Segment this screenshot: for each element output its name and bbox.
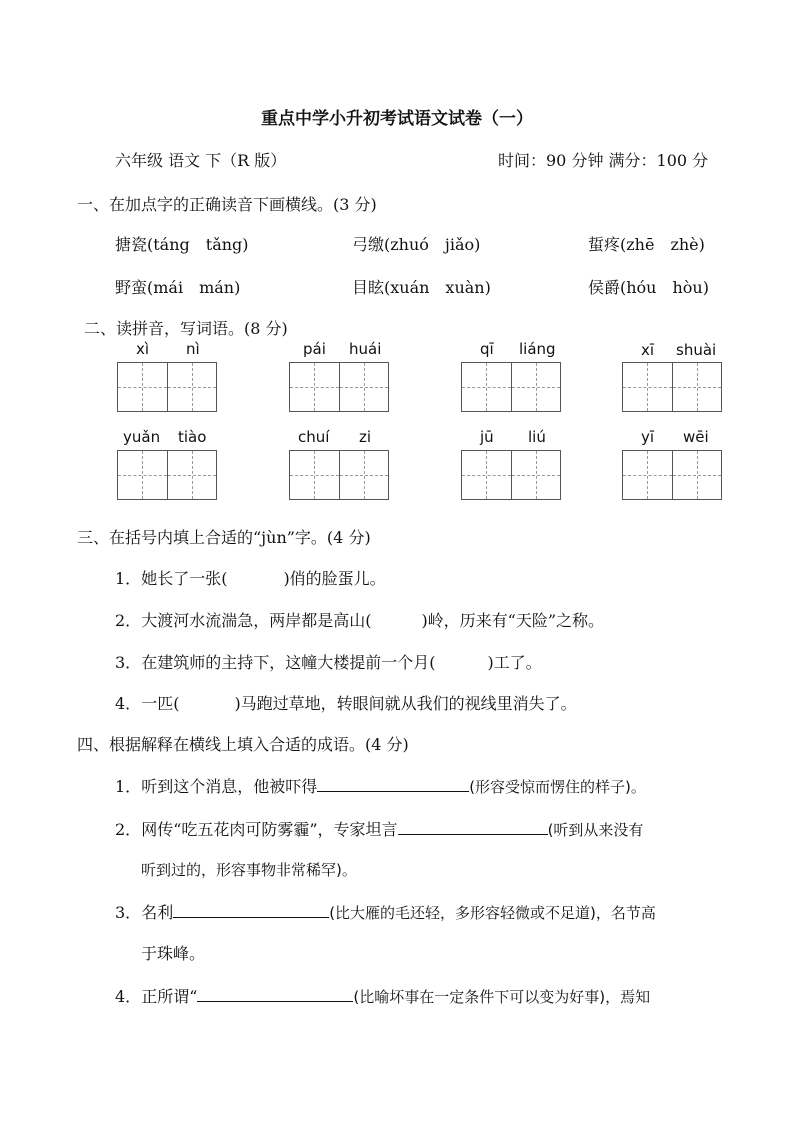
section-1-heading: 一、在加点字的正确读音下画横线。(3 分) [77,195,377,214]
pinyin: zi [359,428,372,446]
s3-question-4: 4．一匹( )马跑过草地，转眼间就从我们的视线里消失了。 [115,694,577,713]
s4-question-4: 4．正所谓“ (比喻坏事在一定条件下可以变为好事)，焉知 [115,987,651,1006]
writing-grid[interactable] [117,362,217,412]
answer-blank[interactable] [173,917,329,918]
answer-blank[interactable] [317,791,469,792]
pinyin: xī [641,341,655,359]
pinyin: yuǎn [123,428,161,446]
pinyin: liú [528,428,546,446]
section-4-heading: 四、根据解释在横线上填入合适的成语。(4 分) [77,735,409,754]
pinyin: liáng [519,340,556,358]
writing-grid[interactable] [622,450,722,500]
pinyin: chuí [298,428,330,446]
s1-item-5: 目眩(xuán xuàn) [352,278,491,297]
s1-item-4: 野蛮(mái mán) [115,278,241,297]
grade-subject: 六年级 语文 下（R 版） [115,151,287,170]
writing-grid[interactable] [117,450,217,500]
pinyin: tiào [178,428,207,446]
s4-question-2: 2．网传“吃五花肉可防雾霾”，专家坦言 (听到从来没有 [115,820,644,839]
section-3-heading: 三、在括号内填上合适的“jùn”字。(4 分) [77,528,371,547]
page-title: 重点中学小升初考试语文试卷（一） [261,109,533,129]
s1-item-6: 侯爵(hóu hòu) [588,278,709,297]
s1-item-2: 弓缴(zhuó jiǎo) [352,235,481,254]
writing-grid[interactable] [622,362,722,412]
answer-blank[interactable] [398,834,548,835]
pinyin: yī [641,428,655,446]
s4-question-1: 1．听到这个消息，他被吓得 (形容受惊而愣住的样子)。 [115,777,646,796]
pinyin: pái [303,340,326,358]
pinyin: huái [349,340,382,358]
s3-question-1: 1．她长了一张( )俏的脸蛋儿。 [115,569,386,588]
s3-question-3: 3．在建筑师的主持下，这幢大楼提前一个月( )工了。 [115,653,542,672]
answer-blank[interactable] [197,1001,353,1002]
s1-item-1: 搪瓷(táng tǎng) [115,235,249,254]
pinyin: wēi [683,428,709,446]
s3-question-2: 2．大渡河水流湍急，两岸都是高山( )岭，历来有“天险”之称。 [115,611,605,630]
pinyin: shuài [676,341,717,359]
s1-item-3: 蜇疼(zhē zhè) [588,235,705,254]
writing-grid[interactable] [289,450,389,500]
writing-grid[interactable] [461,362,561,412]
s4-question-2-cont: 听到过的，形容事物非常稀罕)。 [141,861,357,879]
writing-grid[interactable] [461,450,561,500]
writing-grid[interactable] [289,362,389,412]
time-score: 时间：90 分钟 满分：100 分 [498,151,709,170]
s4-question-3-cont: 于珠峰。 [141,944,206,963]
pinyin: qī [480,340,494,358]
pinyin: xì [136,340,150,358]
pinyin: nì [186,340,200,358]
s4-question-3: 3．名利 (比大雁的毛还轻，多形容轻微或不足道)，名节高 [115,903,656,922]
section-2-heading: 二、读拼音，写词语。(8 分) [84,319,288,338]
pinyin: jū [480,428,494,446]
